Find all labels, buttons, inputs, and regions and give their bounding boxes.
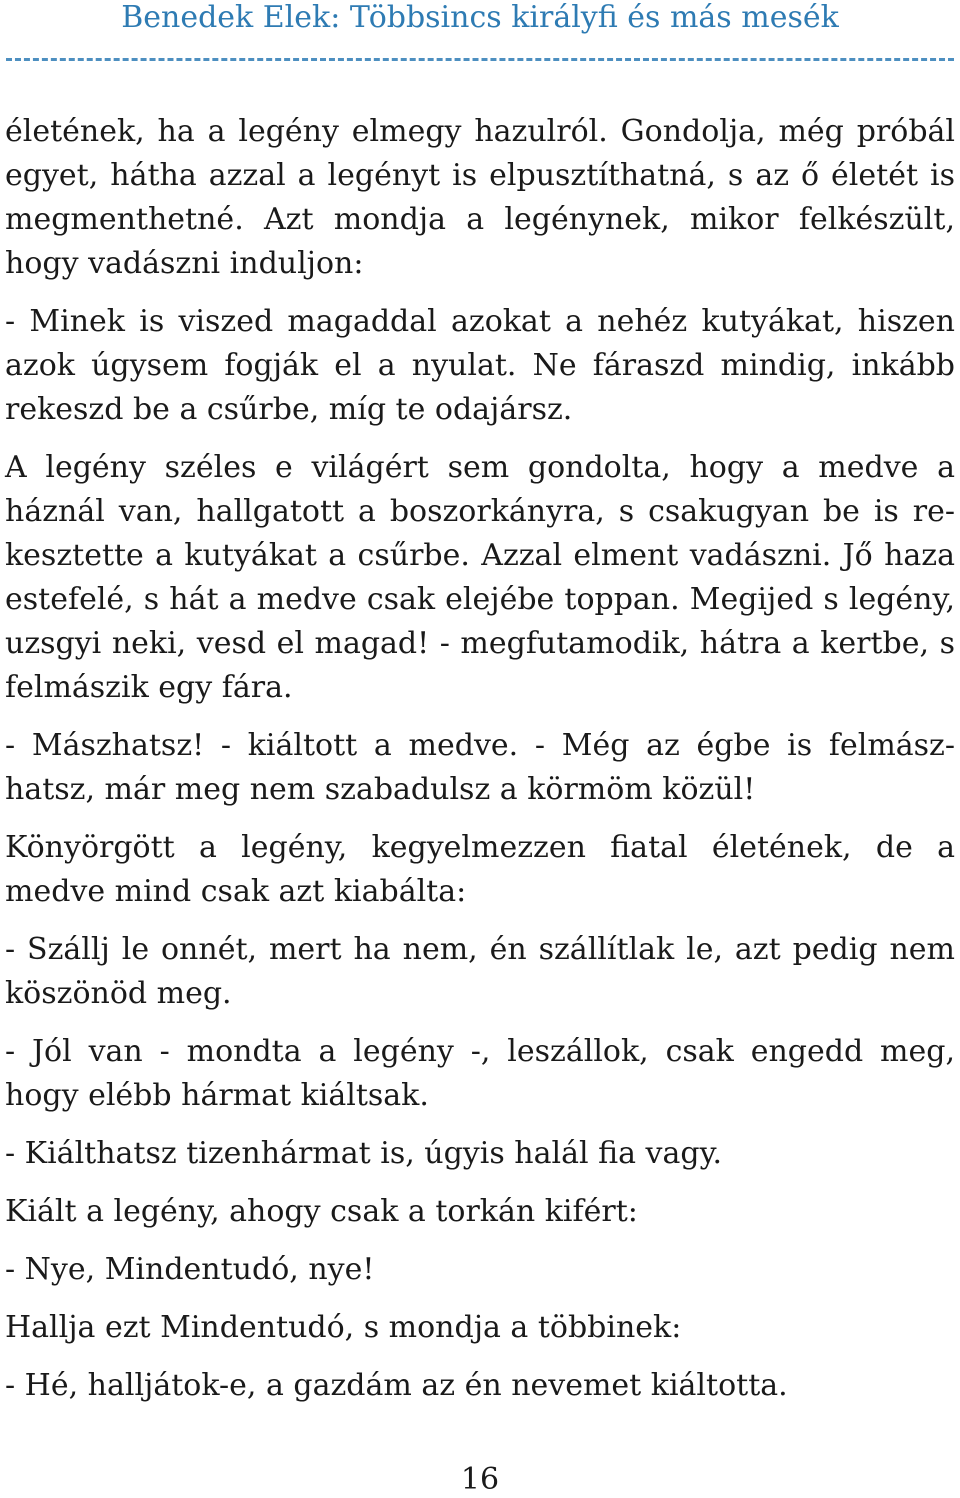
paragraph: Kiált a legény, ahogy csak a torkán kifért: [5,1194,638,1229]
paragraph: A legény széles e világért sem gondolta, hogy a medve a háznál van, hallgatott a boszorkányra, s csakugyan be is rekesztette a kutyákat a csűrbe. Azzal elment vadászni. Jő haza estefelé, s hát a medve csak elejébe toppan. Megijed s legény, uzsgyi neki, vesd el magad! - megfutamodik, hátra a kertbe, s felmászik egy fára. [5,450,955,705]
paragraph: - Jól van - mondta a legény -, leszállok, csak engedd meg, hogy elébb hármat kiáltsak. [5,1034,955,1113]
paragraph: - Minek is viszed magaddal azokat a nehéz kutyákat, hiszen azok úgysem fogják el a nyulat. Ne fáraszd mindig, inkább rekeszd be a csűrbe, míg te odajársz. [5,304,955,427]
page-body [5,110,955,1422]
paragraph: - Nye, Mindentudó, nye! [5,1252,375,1287]
paragraph: - Hé, halljátok-e, a gazdám az én nevemet kiáltotta. [5,1368,788,1403]
paragraph: - Kiálthatsz tizenhármat is, úgyis halál fia vagy. [5,1136,723,1171]
paragraph: életének, ha a legény elmegy hazulról. Gondolja, még próbál egyet, hátha azzal a legényt is elpusztíthatná, s az ő életét is megmenthetné. Azt mondja a legénynek, mikor felkészült, hogy vadászni induljon: [5,114,955,281]
paragraph: - Mászhatsz! - kiáltott a medve. - Még az égbe is felmászhatsz, már meg nem szabadulsz a körmöm közül! [5,728,955,807]
page-number: 16 [460,1462,500,1497]
paragraph: Könyörgött a legény, kegyelmezzen fiatal életének, de a medve mind csak azt kiabálta: [5,830,955,909]
paragraph: Hallja ezt Mindentudó, s mondja a többinek: [5,1310,682,1345]
paragraph: - Szállj le onnét, mert ha nem, én szállítlak le, azt pedig nem köszönöd meg. [5,932,955,1011]
book-title: Benedek Elek: Többsincs királyfi és más mesék [121,0,839,35]
header-divider [6,58,954,61]
